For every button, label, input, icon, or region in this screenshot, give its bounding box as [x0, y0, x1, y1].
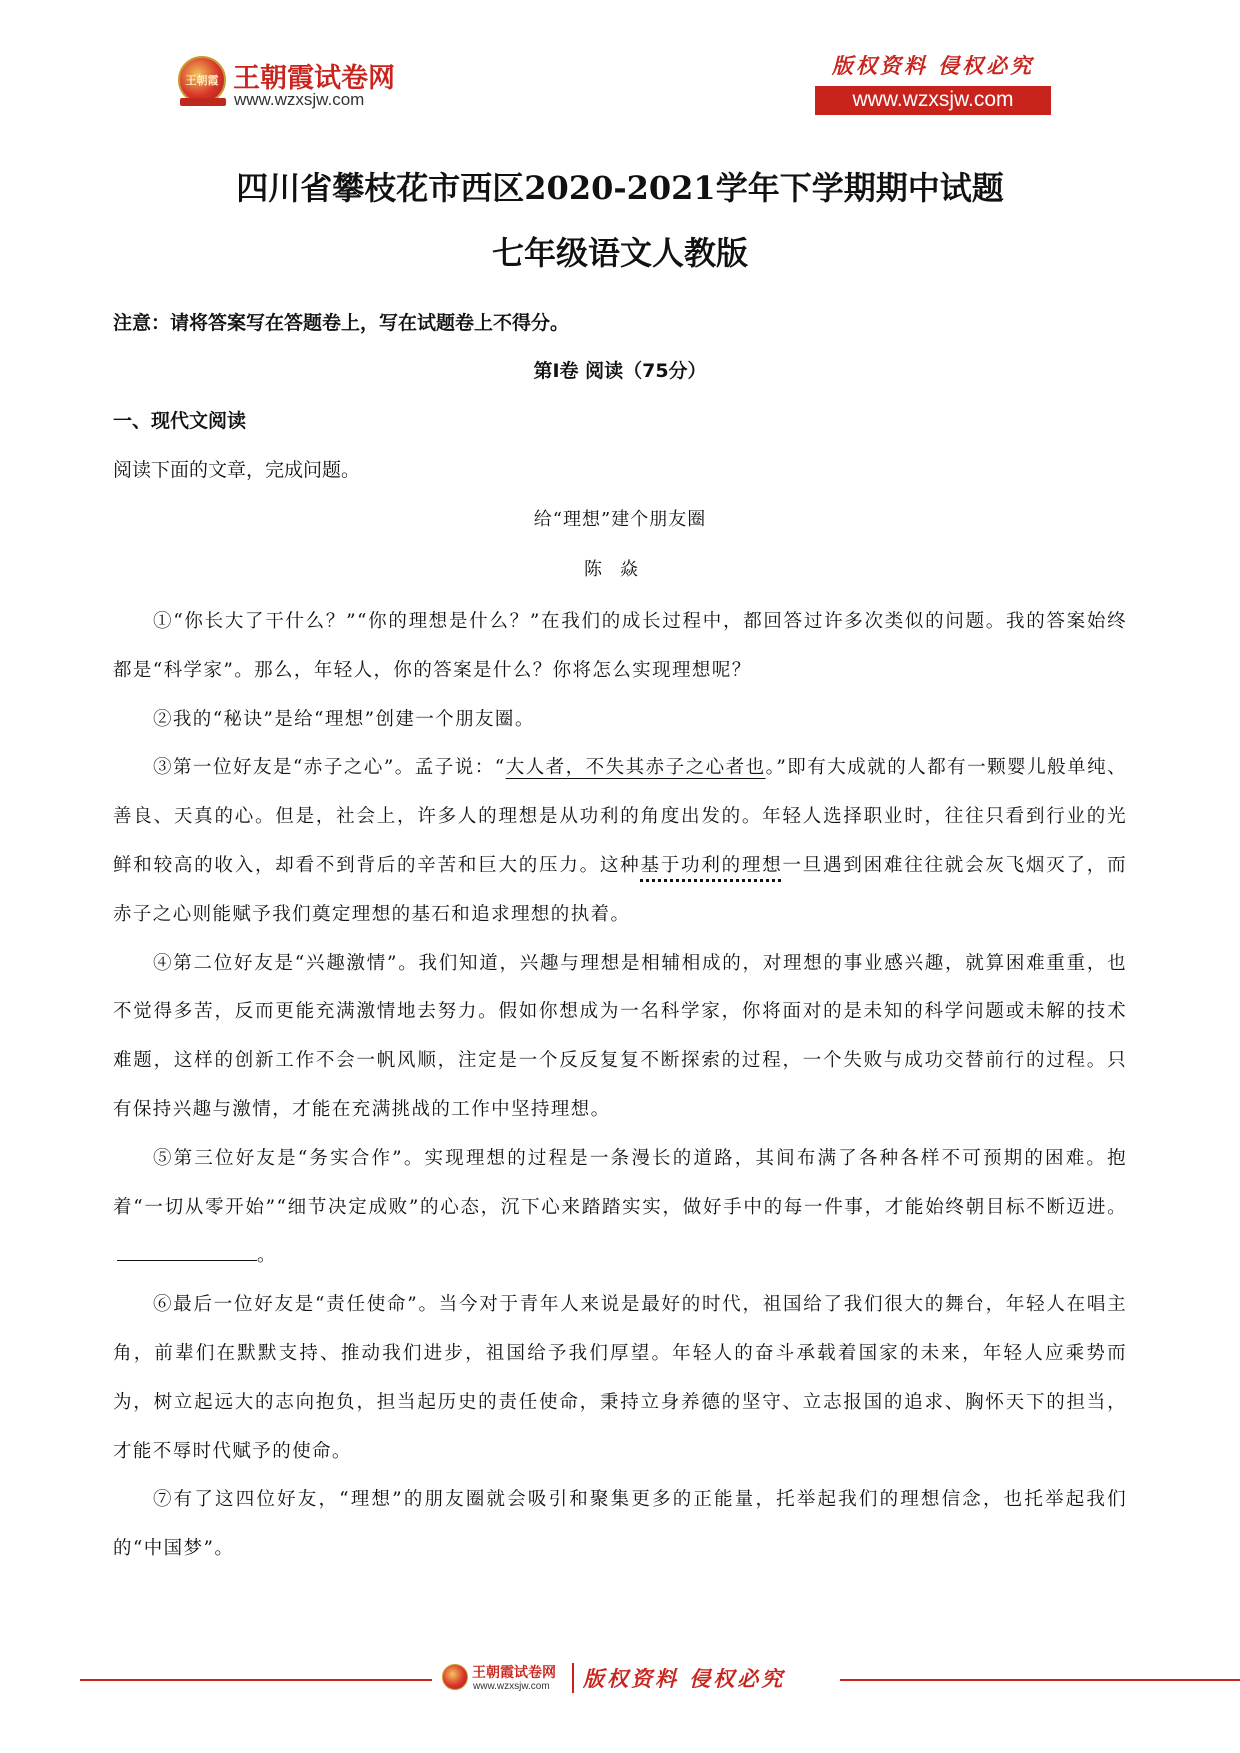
paragraph-3-part-c: 一旦遇到困难往往就会灰飞烟灭了，而赤子之心则能赋予我们奠定理想的基石和追求理想的执着。	[113, 854, 1127, 925]
paragraph-4: ④第二位好友是“兴趣激情”。我们知道，兴趣与理想是相辅相成的，对理想的事业感兴趣，就算困难重重，也不觉得多苦，反而更能充满激情地去努力。假如你想成为一名科学家，你将面对的是未知的科学问题或未解的技术难题，这样的创新工作不会一帆风顺，注定是一个反反复复不断探索的过程，一个失败与成功交替前行的过程。只有保持兴趣与激情，才能在充满挑战的工作中坚持理想。	[113, 952, 1127, 1120]
footer-rule-right	[840, 1679, 1240, 1681]
article-body	[113, 598, 1127, 1574]
section-title: 一、现代文阅读	[113, 410, 247, 432]
paragraph-3	[113, 744, 1127, 939]
part-title: 第Ⅰ卷 阅读（75分）	[533, 360, 707, 382]
logo-ribbon	[180, 98, 226, 106]
paragraph-6: ⑥最后一位好友是“责任使命”。当今对于青年人来说是最好的时代，祖国给了我们很大的舞台，年轻人在唱主角，前辈们在默默支持、推动我们进步，祖国给予我们厚望。年轻人的奋斗承载着国家的未来，年轻人应乘势而为，树立起远大的志向抱负，担当起历史的责任使命，秉持立身养德的坚守、立志报国的追求、胸怀天下的担当，才能不辱时代赋予的使命。	[113, 1294, 1127, 1462]
paragraph-5-text: ⑤第三位好友是“务实合作”。实现理想的过程是一条漫长的道路，其间布满了各种各样不可预期的困难。抱着“一切从零开始”“细节决定成败”的心态，沉下心来踏踏实实，做好手中的每一件事，才能始终朝目标不断迈进。	[113, 1147, 1127, 1218]
paragraph-1: ①“你长大了干什么？”“你的理想是什么？”在我们的成长过程中，都回答过许多次类似的问题。我的答案始终都是“科学家”。那么，年轻人，你的答案是什么？你将怎么实现理想呢？	[113, 611, 1127, 681]
underlined-quote: 大人者，不失其赤子之心者也	[505, 757, 766, 779]
dotted-emphasis: 基于功利的理想	[640, 854, 783, 876]
page-title: 四川省攀枝花市西区2020-2021学年下学期期中试题	[236, 169, 1004, 207]
paragraph-3-part-b: 。”即有大成就的人都有一颗婴儿般单纯、善良、天真的心。但是，社会上，许多人的理想是从功利的角度出发的。年轻人选择职业时，往往只看到行业的光鲜和较高的收入，却看不到背后的辛苦和巨大的压力。这种	[113, 757, 1128, 876]
paragraph-5	[113, 1135, 1127, 1281]
fill-blank[interactable]	[117, 1238, 257, 1261]
paragraph-5-end: 。	[257, 1245, 277, 1267]
header-copyright-block	[815, 50, 1051, 115]
logo-seal-text: 王朝霞	[185, 74, 219, 87]
page-footer	[80, 1660, 1160, 1700]
instruction: 阅读下面的文章，完成问题。	[113, 459, 361, 481]
paragraph-7: ⑦有了这四位好友，“理想”的朋友圈就会吸引和聚集更多的正能量，托举起我们的理想信念，也托举起我们的“中国梦”。	[113, 1489, 1127, 1560]
logo-name: 王朝霞试卷网	[233, 63, 395, 94]
footer-copyright: 版权资料 侵权必究	[583, 1666, 786, 1691]
logo-seal-icon	[178, 56, 226, 104]
site-logo[interactable]	[178, 52, 398, 118]
footer-separator	[572, 1663, 574, 1693]
paragraph-2: ②我的“秘诀”是给“理想”创建一个朋友圈。	[153, 708, 535, 730]
footer-logo-name: 王朝霞试卷网	[472, 1665, 556, 1681]
paragraph-3-part-a: ③第一位好友是“赤子之心”。孟子说：“	[153, 757, 506, 779]
article-author: 陈焱	[584, 559, 656, 580]
exam-notice: 注意：请将答案写在答题卷上，写在试题卷上不得分。	[113, 312, 570, 334]
header-url-link[interactable]: www.wzxsjw.com	[815, 86, 1051, 115]
footer-rule-left	[80, 1679, 432, 1681]
footer-seal-icon	[442, 1664, 468, 1690]
footer-logo-url[interactable]: www.wzxsjw.com	[473, 1681, 550, 1692]
logo-url: www.wzxsjw.com	[234, 90, 365, 109]
page-subtitle: 七年级语文人教版	[491, 234, 748, 272]
article-title: 给“理想”建个朋友圈	[533, 509, 707, 530]
header-copyright: 版权资料 侵权必究	[831, 53, 1035, 78]
